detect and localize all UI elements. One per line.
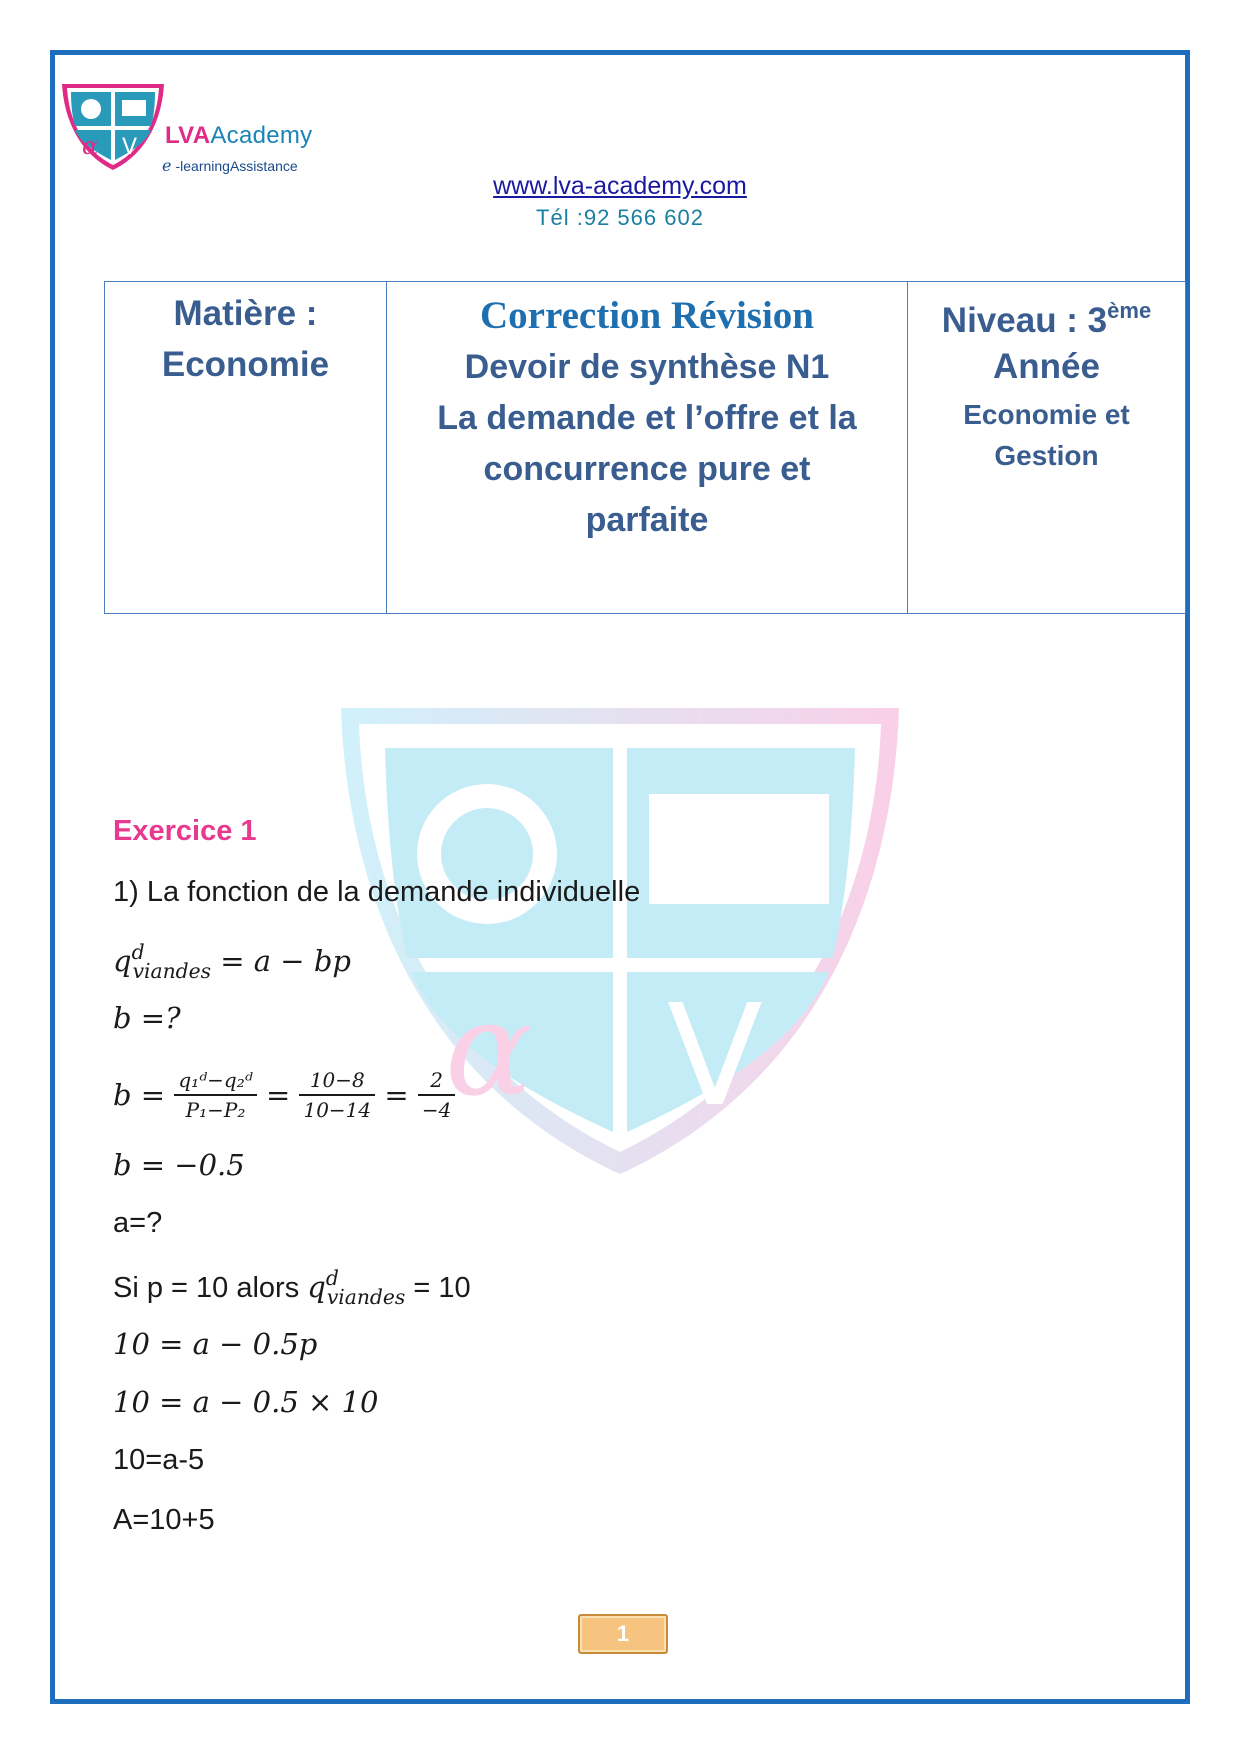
q2-sup: d [325,1266,339,1290]
demand-equation [113,940,351,983]
brand-suffix: Academy [210,122,313,149]
q-symbol-2 [307,1266,405,1309]
equation-5: A=10+5 [113,1504,215,1536]
document-subtitle: Devoir de synthèse N1 [464,348,830,386]
document-title: Correction Révision [480,294,814,337]
q2-sub: viandes [326,1285,406,1310]
equation-4: 10=a-5 [113,1444,205,1476]
brand-name [165,122,313,150]
fraction-3-den: −4 [421,1098,452,1122]
b-question: b =? [113,1001,181,1035]
a-question: a=? [113,1207,163,1239]
fraction-3 [418,1068,455,1122]
tagline-text: -learningAssistance [175,158,298,174]
q-letter: q [113,944,132,979]
q2-letter: q [307,1270,326,1305]
svg-text:V: V [122,135,138,160]
level-word: Année [993,347,1100,386]
equals-2: = [384,1078,409,1112]
equals-1: = [265,1078,291,1112]
svg-text:V: V [667,975,763,1138]
condition-text: Si p = 10 alors [113,1272,300,1305]
level-cell [908,282,1186,614]
condition-end: = 10 [413,1272,471,1305]
lva-academy-logo [58,80,168,172]
topic-line-3: parfaite [585,501,709,539]
b-lhs: b = [113,1078,166,1112]
level-label [909,288,1184,344]
subject-label: Matière : [173,294,318,333]
svg-text:α: α [445,973,533,1125]
q-sup: d [131,940,145,964]
equation-3: 10 = a − 0.5 × 10 [113,1385,379,1419]
page-number: 1 [578,1614,668,1654]
website-link[interactable]: www.lva-academy.com [493,172,747,200]
title-cell [387,282,908,614]
b-calculation [113,1068,455,1122]
exercise-title: Exercice 1 [113,815,257,847]
title-table [104,281,1186,614]
level-sup: ème [1107,298,1152,323]
section-line-1: Economie et [963,399,1130,430]
svg-text:α: α [82,132,99,160]
condition-line [113,1266,471,1309]
fraction-1-num: q₁ᵈ−q₂ᵈ [174,1068,256,1096]
equation-2: 10 = a − 0.5p [113,1327,318,1361]
question-1: 1) La fonction de la demande individuelle [113,876,641,908]
fraction-2 [299,1068,375,1122]
topic-line-1: La demande et l’offre et la [437,399,857,437]
section-line-2: Gestion [994,440,1099,471]
topic-line-2: concurrence pure et [483,450,811,488]
q-sub: viandes [132,959,212,984]
b-result: b = −0.5 [113,1148,245,1182]
fraction-1-den: P₁−P₂ [185,1098,246,1122]
brand-prefix: LVA [165,122,211,149]
fraction-3-num: 2 [418,1068,455,1096]
fraction-2-den: 10−14 [303,1098,372,1122]
phone-number: Tél :92 566 602 [536,205,704,230]
subject-cell [105,282,387,614]
q-symbol [113,940,211,983]
level-text: Niveau : 3 [941,301,1108,340]
subject-value: Economie [161,345,330,384]
fraction-2-num: 10−8 [299,1068,375,1096]
tagline-e: e [162,156,172,175]
fraction-1 [174,1068,256,1122]
equation-rhs: = a − bp [220,944,351,979]
